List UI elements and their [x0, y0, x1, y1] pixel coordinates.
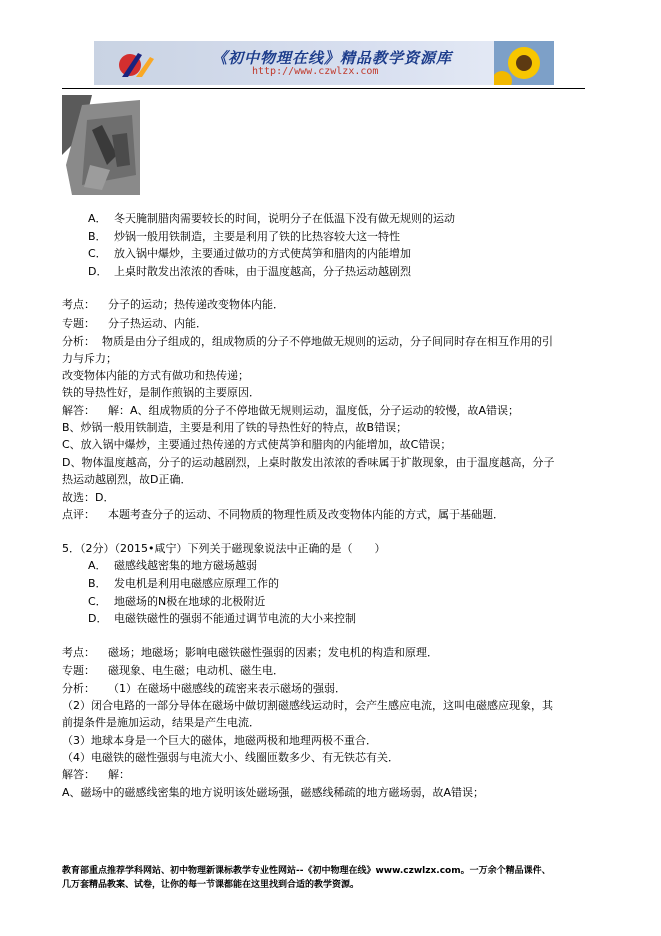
q5-stem: 5．（2分）（2015•咸宁）下列关于磁现象说法中正确的是（ ）	[62, 542, 386, 555]
q5-option-c: C． 地磁场的N极在地球的北极附近	[88, 595, 266, 608]
sunflower-icon	[494, 41, 554, 85]
q4-jieda: 解答： 解：A、组成物质的分子不停地做无规则运动，温度低，分子运动的较慢，故A错误；	[62, 404, 520, 417]
q4-fenxi-4: 铁的导热性好，是制作煎锅的主要原因．	[62, 386, 260, 399]
q5-kaodian: 考点： 磁场；地磁场；影响电磁铁磁性强弱的因素；发电机的构造和原理．	[62, 646, 438, 659]
q4-dianping: 点评： 本题考查分子的运动、不同物质的物理性质及改变物体内能的方式，属于基础题．	[62, 508, 504, 521]
q4-jieda-3: C、放入锅中爆炒，主要通过热传递的方式使莴笋和腊肉的内能增加，故C错误；	[62, 438, 452, 451]
q5-jieda: 解答： 解：	[62, 768, 130, 781]
site-logo-icon	[116, 49, 156, 79]
q4-answer: 故选：D．	[62, 491, 115, 504]
header-banner	[94, 41, 554, 85]
q5-fenxi: 分析： （1）在磁场中磁感线的疏密来表示磁场的强弱．	[62, 682, 346, 695]
q4-jieda-4: D、物体温度越高，分子的运动越剧烈，上桌时散发出浓浓的香味属于扩散现象，由于温度越高，分子	[62, 456, 555, 469]
header-rule	[62, 88, 585, 89]
q5-fenxi-5: （4）电磁铁的磁性强弱与电流大小、线圈匝数多少、有无铁芯有关．	[62, 751, 399, 764]
q4-fenxi-3: 改变物体内能的方式有做功和热传递；	[62, 369, 249, 382]
q5-zhuanti: 专题： 磁现象、电生磁；电动机、磁生电．	[62, 664, 284, 677]
q4-option-b: B． 炒锅一般用铁制造，主要是利用了铁的比热容较大这一特性	[88, 230, 400, 243]
q4-option-d: D． 上桌时散发出浓浓的香味，由于温度越高，分子热运动越剧烈	[88, 265, 411, 278]
q4-fenxi-2: 力与斥力；	[62, 352, 117, 365]
q5-fenxi-4: （3）地球本身是一个巨大的磁体，地磁两极和地理两极不重合．	[62, 734, 377, 747]
q5-option-b: B． 发电机是利用电磁感应原理工作的	[88, 577, 279, 590]
q4-jieda-5: 热运动越剧烈，故D正确．	[62, 473, 192, 486]
q4-jieda-2: B、炒锅一般用铁制造，主要是利用了铁的导热性好的特点，故B错误；	[62, 421, 408, 434]
q4-kaodian: 考点： 分子的运动；热传递改变物体内能．	[62, 298, 284, 311]
q4-option-a: A． 冬天腌制腊肉需要较长的时间，说明分子在低温下没有做无规则的运动	[88, 212, 455, 225]
q5-option-d: D． 电磁铁磁性的强弱不能通过调节电流的大小来控制	[88, 612, 356, 625]
footer-line-1: 教育部重点推荐学科网站、初中物理新课标教学专业性网站--《初中物理在线》www.czwlzx.com。一万余个精品课件、	[62, 866, 551, 876]
q4-option-c: C． 放入锅中爆炒，主要通过做功的方式使莴笋和腊肉的内能增加	[88, 247, 411, 260]
banner-url: http://www.czwlzx.com	[252, 66, 379, 77]
dish-photo	[62, 95, 140, 200]
banner-title: 《初中物理在线》精品教学资源库	[212, 49, 453, 67]
footer-line-2: 几万套精品教案、试卷，让你的每一节课都能在这里找到合适的教学资源。	[62, 880, 360, 890]
q4-zhuanti: 专题： 分子热运动、内能．	[62, 317, 207, 330]
q5-fenxi-2: （2）闭合电路的一部分导体在磁场中做切割磁感线运动时，会产生感应电流，这叫电磁感应现象，其	[62, 699, 553, 712]
q4-fenxi: 分析： 物质是由分子组成的，组成物质的分子不停地做无规则的运动，分子间同时存在相互作用的引	[62, 335, 553, 348]
q5-option-a: A． 磁感线越密集的地方磁场越弱	[88, 559, 257, 572]
q5-fenxi-3: 前提条件是施加运动，结果是产生电流．	[62, 716, 260, 729]
q5-jieda-1: A、磁场中的磁感线密集的地方说明该处磁场强，磁感线稀疏的地方磁场弱，故A错误；	[62, 786, 485, 799]
